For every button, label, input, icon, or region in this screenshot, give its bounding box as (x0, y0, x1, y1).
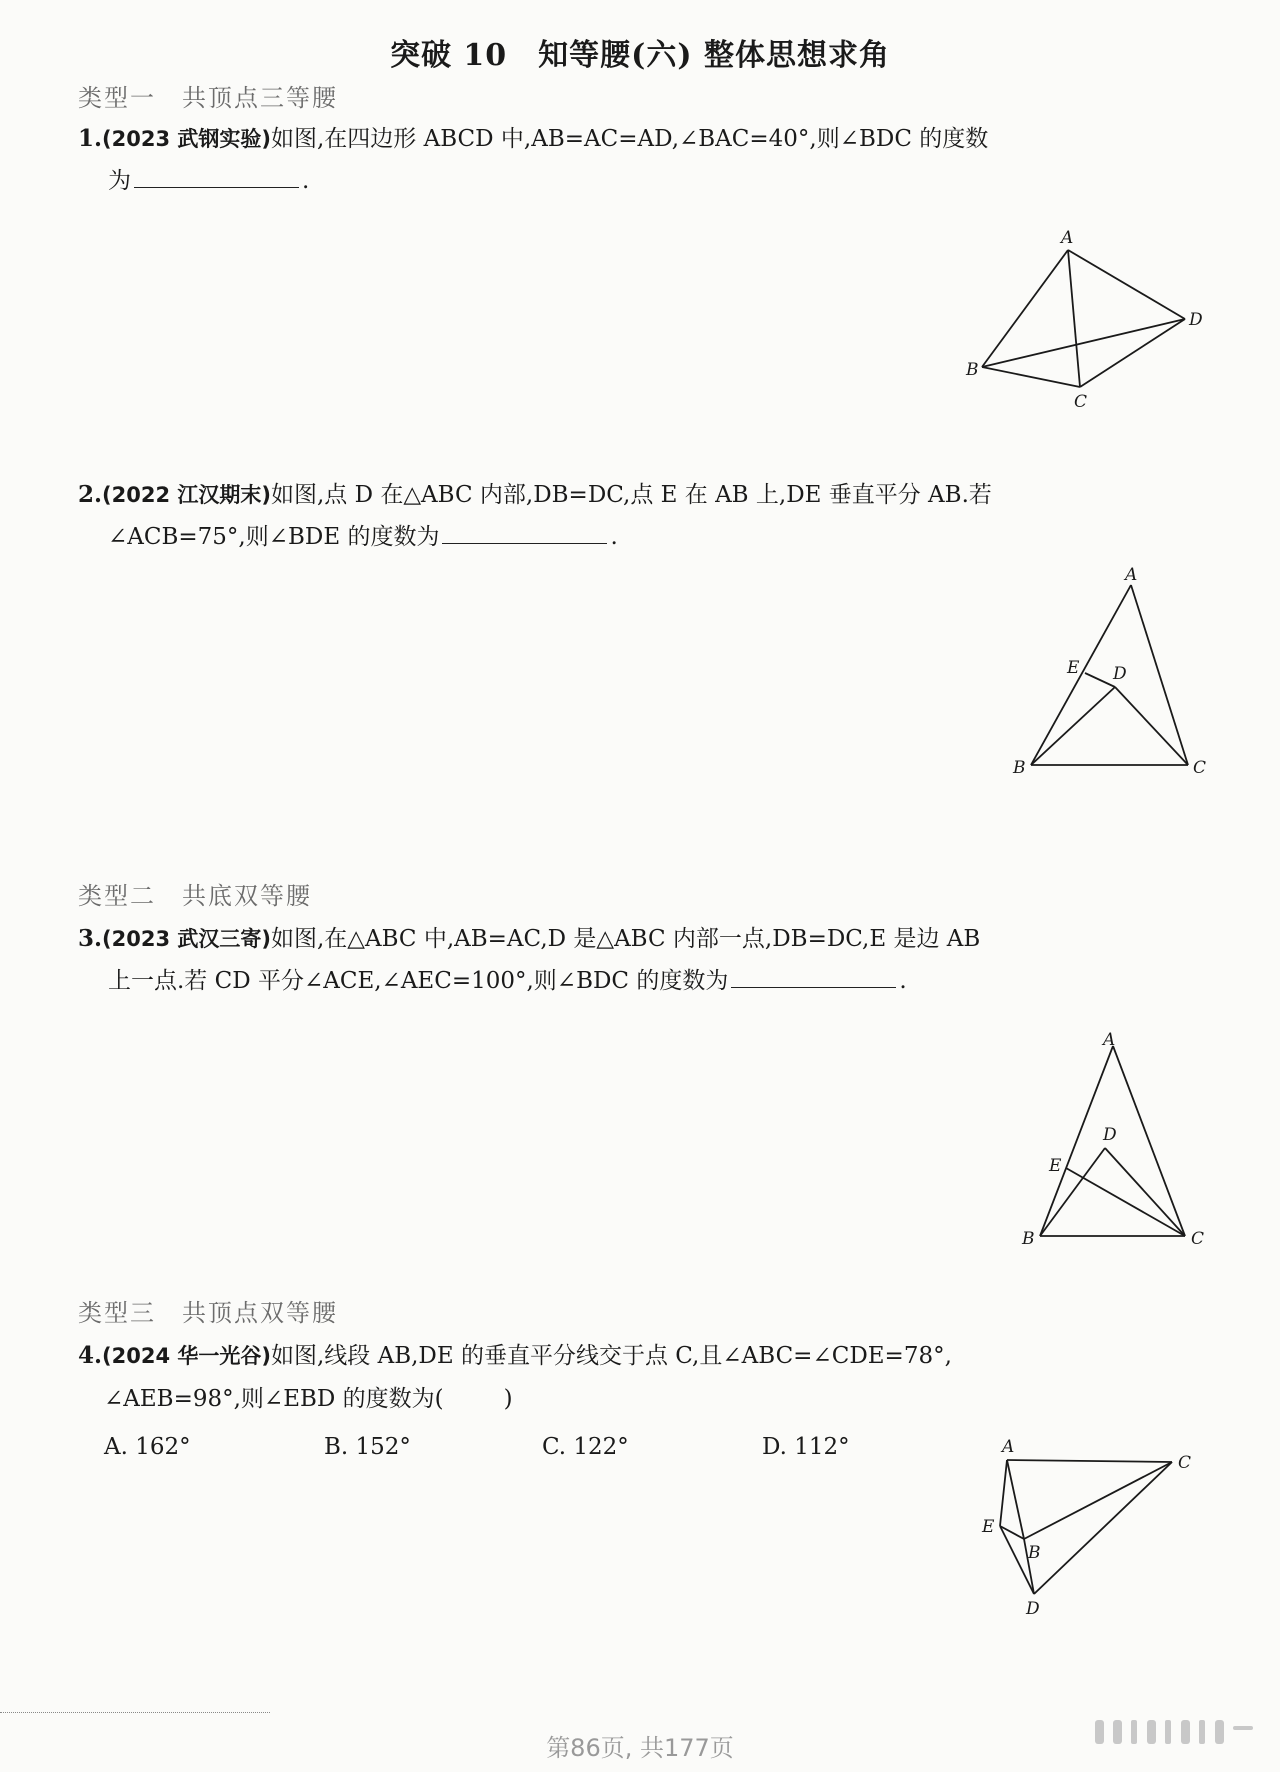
point-label-c: C (1193, 758, 1207, 778)
problem-2-answer-blank[interactable] (442, 521, 607, 544)
problem-1-text-2: 为 (108, 168, 131, 194)
problem-2-source: (2022 江汉期末) (102, 483, 271, 507)
problem-1-number: 1. (78, 125, 103, 152)
point-label-e: E (1049, 1156, 1062, 1176)
problem-4-number: 4. (78, 1342, 103, 1369)
problem-4-text-2: ∠AEB=98°,则∠EBD 的度数为( (104, 1386, 444, 1412)
point-label-d: D (1113, 664, 1127, 684)
page-title: 突破 10 知等腰(六) 整体思想求角 (389, 38, 891, 73)
problem-3-line-2 (108, 962, 907, 995)
problem-2-text: 如图,点 D 在△ABC 内部,DB=DC,点 E 在 AB 上,DE 垂直平分 AB.若 (270, 482, 992, 508)
problem-2-line-1 (78, 476, 992, 509)
problem-1-answer-blank[interactable] (134, 165, 299, 188)
option-c[interactable]: C. 122° (542, 1434, 629, 1460)
segment-ad (1068, 250, 1185, 319)
point-label-a: A (1061, 228, 1074, 248)
problem-4-close-paren: ) (503, 1386, 513, 1412)
page-counter: 第86页, 共177页 (546, 1734, 734, 1762)
point-label-b: B (1022, 1229, 1035, 1249)
point-label-c: C (1191, 1229, 1205, 1249)
segment-bc (1024, 1462, 1172, 1539)
problem-3-line-1 (78, 920, 980, 953)
problem-4-line-2 (104, 1380, 513, 1413)
point-label-e: E (1067, 658, 1080, 678)
problem-3-number: 3. (78, 925, 103, 952)
segment-ac (1007, 1460, 1172, 1462)
problem-1-figure (960, 225, 1203, 415)
option-d[interactable]: D. 112° (762, 1434, 850, 1460)
problem-1-line-2 (108, 162, 309, 195)
problem-4-source: (2024 华一光谷) (102, 1344, 271, 1368)
section-heading-1: 类型一 共顶点三等腰 (78, 84, 338, 112)
scan-marks (1095, 1710, 1265, 1750)
problem-4-text: 如图,线段 AB,DE 的垂直平分线交于点 C,且∠ABC=∠CDE=78°, (270, 1343, 952, 1369)
problem-1-line-1 (78, 120, 988, 153)
segment-cd (1115, 687, 1188, 765)
segment-cd (1080, 319, 1185, 387)
footer-rule (0, 1712, 270, 1713)
problem-3-source: (2023 武汉三寄) (102, 927, 271, 951)
segment-de (1085, 673, 1115, 687)
point-label-b: B (1013, 758, 1026, 778)
problem-4-figure (960, 1432, 1210, 1622)
problem-3-answer-blank[interactable] (731, 965, 896, 988)
segment-bc (982, 367, 1080, 387)
segment-ce (1066, 1168, 1185, 1236)
point-label-c: C (1178, 1453, 1192, 1473)
problem-3-period: . (899, 968, 907, 994)
problem-3-figure (1005, 1028, 1225, 1253)
point-label-e: E (982, 1517, 995, 1537)
point-label-b: B (1028, 1543, 1041, 1563)
section-heading-3: 类型三 共顶点双等腰 (78, 1299, 338, 1327)
segment-dc (1034, 1462, 1172, 1594)
segment-ac (1113, 1046, 1185, 1236)
problem-3-text-2: 上一点.若 CD 平分∠ACE,∠AEC=100°,则∠BDC 的度数为 (108, 968, 729, 994)
segment-cd (1105, 1148, 1185, 1236)
segment-ac (1131, 585, 1188, 765)
problem-2-line-2 (108, 518, 618, 551)
segment-ab (1007, 1460, 1024, 1539)
problem-2-text-2: ∠ACB=75°,则∠BDE 的度数为 (108, 524, 440, 550)
point-label-d: D (1103, 1125, 1117, 1145)
point-label-a: A (1103, 1030, 1116, 1050)
segment-bd (1031, 687, 1115, 765)
point-label-c: C (1074, 392, 1088, 412)
point-label-a: A (1002, 1437, 1015, 1457)
point-label-a: A (1125, 565, 1138, 585)
problem-2-number: 2. (78, 481, 103, 508)
problem-2-period: . (610, 524, 618, 550)
problem-1-period: . (302, 168, 310, 194)
problem-1-text: 如图,在四边形 ABCD 中,AB=AC=AD,∠BAC=40°,则∠BDC 的度数 (270, 126, 989, 152)
point-label-d: D (1189, 310, 1203, 330)
problem-2-figure (1005, 565, 1225, 780)
problem-3-text: 如图,在△ABC 中,AB=AC,D 是△ABC 内部一点,DB=DC,E 是边 AB (270, 926, 981, 952)
problem-1-source: (2023 武钢实验) (102, 127, 271, 151)
option-b[interactable]: B. 152° (324, 1434, 411, 1460)
problem-4-line-1 (78, 1337, 952, 1370)
section-heading-2: 类型二 共底双等腰 (78, 882, 312, 910)
segment-ac (1068, 250, 1080, 387)
point-label-b: B (966, 360, 979, 380)
segment-ae (1000, 1460, 1007, 1526)
point-label-d: D (1026, 1599, 1040, 1619)
option-a[interactable]: A. 162° (104, 1434, 191, 1460)
